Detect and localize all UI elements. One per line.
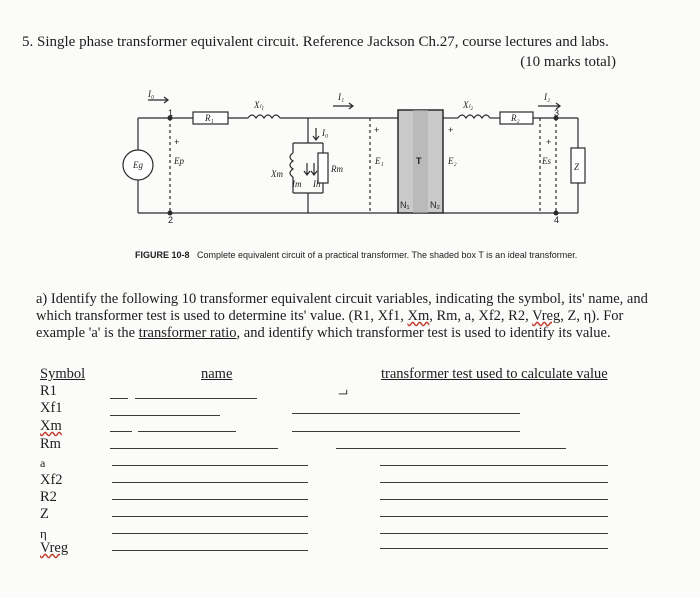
equivalent-circuit-diagram (108, 88, 588, 238)
answer-line[interactable] (112, 499, 308, 500)
node-2: 2 (168, 215, 174, 225)
answer-line[interactable] (380, 516, 608, 517)
plus-4: + (546, 137, 552, 147)
node-4: 4 (554, 215, 560, 225)
plus-1: + (174, 137, 180, 147)
label-t: T (416, 156, 422, 166)
column-header-test: transformer test used to calculate value (381, 366, 608, 382)
column-header-symbol: Symbol (40, 366, 86, 382)
label-rm: Rm (331, 164, 343, 174)
answer-line[interactable] (110, 398, 128, 399)
label-e1: E₁ (375, 156, 384, 166)
figure-caption: FIGURE 10-8 Complete equivalent circuit of a practical transformer. The shaded box T is an ideal transformer. (135, 250, 578, 260)
answer-line[interactable] (336, 448, 566, 449)
answer-line[interactable] (380, 499, 608, 500)
answer-line[interactable] (292, 413, 520, 414)
answer-line[interactable] (380, 465, 608, 466)
answer-line[interactable] (110, 415, 220, 416)
answer-line[interactable] (380, 533, 608, 534)
answer-line[interactable] (112, 550, 308, 551)
symbol-vreg: Vreg (40, 540, 69, 556)
symbol-eta: η (40, 526, 47, 541)
answer-line[interactable] (112, 533, 308, 534)
answer-line[interactable] (380, 482, 608, 483)
label-ep: Ep (174, 156, 184, 166)
label-e2: E₂ (448, 156, 457, 166)
column-header-name: name (201, 366, 233, 382)
label-z: Z (574, 162, 580, 172)
part-a-instructions: a) Identify the following 10 transformer equivalent circuit variables, indicating the symbol, its' name, and which transformer test is used to determine its' value. (R1, Xf1, Xm, Rm, a, Xf2, R2, Vreg, Z, η). For example 'a' is the transformer ratio, and identify which transformer test is used to identify its value. (36, 291, 648, 341)
symbol-xm: Xm (40, 418, 62, 434)
question-heading: 5. Single phase transformer equivalent circuit. Reference Jackson Ch.27, course lectures and labs. (22, 34, 609, 50)
marks-label: (10 marks total) (520, 54, 616, 70)
label-io2: I₀ (322, 128, 329, 138)
symbol-r1: R1 (40, 383, 57, 399)
answer-line[interactable] (110, 431, 132, 432)
label-x12: Xₗ₂ (463, 100, 474, 110)
label-n2: N₂ (430, 200, 440, 210)
answer-line[interactable] (112, 482, 308, 483)
symbol-rm: Rm (40, 436, 61, 452)
plus-3: + (448, 125, 454, 135)
label-n1: N₁ (400, 200, 410, 210)
symbol-z: Z (40, 506, 49, 522)
symbol-xf2: Xf2 (40, 472, 63, 488)
label-i2: I₂ (544, 92, 551, 102)
label-im: Im (292, 179, 302, 189)
label-i1: I₁ (338, 92, 345, 102)
node-3: 3 (554, 108, 560, 118)
label-eg: Eg (133, 160, 143, 170)
label-io: I₀ (148, 89, 155, 99)
label-r1: R₁ (205, 113, 214, 123)
text-cursor-glyph: ⌐ (338, 384, 349, 404)
plus-2: + (374, 125, 380, 135)
answer-line[interactable] (110, 448, 278, 449)
label-x11: Xₗ₁ (254, 100, 265, 110)
node-1: 1 (168, 108, 174, 118)
answer-line[interactable] (112, 465, 308, 466)
label-r2: R₂ (511, 113, 520, 123)
answer-line[interactable] (112, 516, 308, 517)
answer-line[interactable] (292, 431, 520, 432)
label-xm: Xm (271, 169, 283, 179)
answer-line[interactable] (135, 398, 257, 399)
symbol-r2: R2 (40, 489, 57, 505)
answer-line[interactable] (380, 548, 608, 549)
label-es: Es (542, 156, 551, 166)
label-ih: Ih (313, 179, 321, 189)
symbol-xf1: Xf1 (40, 400, 63, 416)
symbol-a: a (40, 456, 46, 470)
answer-line[interactable] (138, 431, 236, 432)
